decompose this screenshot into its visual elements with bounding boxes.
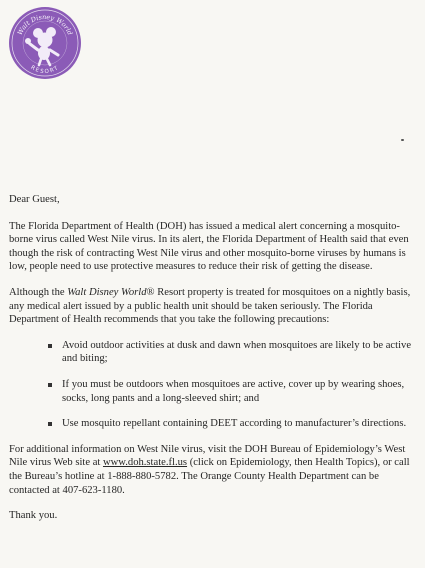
- precaution-item: If you must be outdoors when mosquitoes are active, cover up by wearing shoes, socks, long pants and a long-sleeved shirt; and: [9, 378, 419, 405]
- logo-bottom-text: RESORT: [29, 64, 61, 76]
- salutation: Dear Guest,: [9, 194, 60, 205]
- doh-website-link[interactable]: www.doh.state.fl.us: [102, 457, 188, 469]
- paragraph-treatment: [9, 286, 419, 327]
- paragraph-alert: The Florida Department of Health (DOH) has issued a medical alert concerning a mosquito-borne virus called West Nile virus. In its alert, the Florida Department of Health said that even though the risk of contracting West Nile virus and other mosquito-borne viruses by humans is low, people need to use protective measures to reduce their risk of getting the disease.: [9, 220, 409, 273]
- paragraph-info-start: For additional information on West Nile virus, visit the DOH Bureau of Epidemiology’s West Nile virus Web site at: [9, 443, 406, 469]
- precaution-item: Avoid outdoor activities at dusk and dawn when mosquitoes are likely to be active and biting;: [9, 339, 419, 366]
- paragraph-info: [9, 443, 419, 497]
- paragraph-treatment-end: ® Resort property is treated for mosquitoes on a nightly basis, any medical alert issued by a public health unit should be taken seriously. The Florida Department of Health recommends that you take the following precautions:: [9, 286, 411, 326]
- mickey-logo-icon: [8, 6, 82, 80]
- paragraph-treatment-start: Although the: [9, 286, 68, 298]
- paper-speck: [401, 139, 404, 141]
- closing: Thank you.: [9, 510, 58, 522]
- precaution-item: Use mosquito repellant containing DEET according to manufacturer’s directions.: [9, 417, 419, 431]
- paragraph-info-end: (click on Epidemiology, then Health Topics), or call the Bureau’s hotline at 1-888-880-5782. The Orange County Health Department can be contacted at 407-623-1180.: [9, 457, 410, 496]
- precautions-list: [9, 339, 419, 431]
- letter-body: [9, 193, 419, 523]
- disney-resort-logo: [8, 6, 82, 80]
- brand-name: Walt Disney World: [67, 286, 147, 298]
- logo-top-text: Walt Disney World: [15, 12, 75, 37]
